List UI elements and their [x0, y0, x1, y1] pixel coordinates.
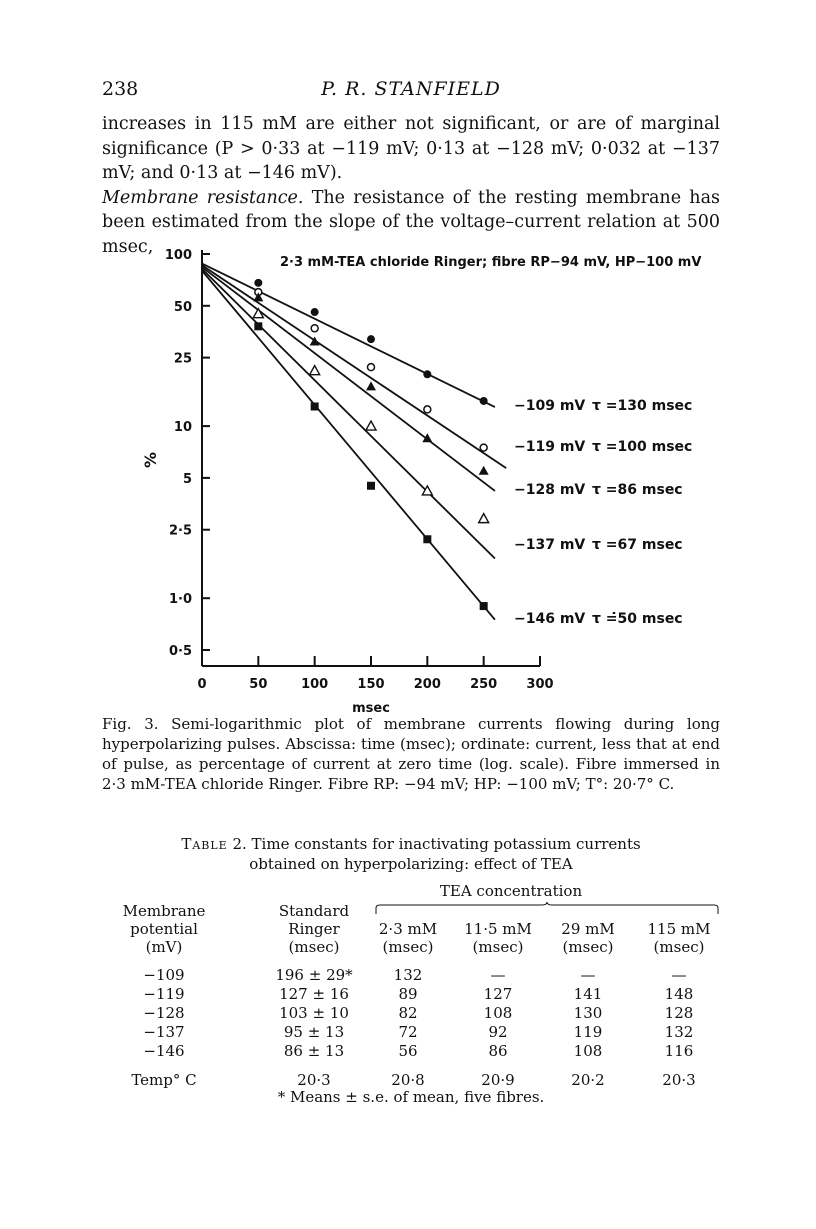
- col-standard-line2: Ringer: [288, 920, 340, 938]
- col-conc-header: 11·5 mM: [464, 920, 532, 938]
- table-cell: −137: [143, 1023, 185, 1041]
- data-point-filled-circle: [367, 335, 375, 343]
- series-tau-label: τ =100 msec: [592, 439, 693, 455]
- group-brace: [374, 902, 720, 916]
- table-cell: 92: [488, 1023, 508, 1041]
- x-tick-label: 50: [249, 677, 268, 692]
- table-cell: 119: [573, 1023, 603, 1041]
- table-cell: 141: [573, 985, 603, 1003]
- table-title: [102, 834, 720, 874]
- data-point-filled-triangle: [366, 381, 376, 390]
- temp-row-cell: 20·8: [391, 1071, 425, 1089]
- table-title-rest: 2. Time constants for inactivating potassium currents: [227, 835, 641, 853]
- col-conc-unit: (msec): [562, 938, 614, 956]
- col-conc-header: 29 mM: [561, 920, 615, 938]
- table-title-prefix: Table: [181, 835, 228, 853]
- data-point-open-triangle: [479, 514, 489, 523]
- fit-line: [202, 265, 506, 468]
- data-point-filled-triangle: [479, 466, 489, 475]
- table-cell: 108: [573, 1042, 603, 1060]
- data-point-open-circle: [368, 364, 375, 371]
- table-cell: 108: [483, 1004, 513, 1022]
- col-conc-unit: (msec): [653, 938, 705, 956]
- table-cell: 103 ± 10: [279, 1004, 349, 1022]
- fit-line: [202, 264, 495, 408]
- temp-row-cell: Temp° C: [131, 1071, 197, 1089]
- col-standard-line3: (msec): [288, 938, 340, 956]
- y-tick-label: 0·5: [168, 644, 192, 659]
- y-tick-label: 100: [164, 248, 192, 263]
- table-cell: 89: [398, 985, 418, 1003]
- table-cell: 132: [664, 1023, 694, 1041]
- table-cell: −146: [143, 1042, 185, 1060]
- col-conc-header: 115 mM: [647, 920, 711, 938]
- data-point-filled-circle: [311, 308, 319, 316]
- data-point-open-triangle: [310, 366, 320, 375]
- x-tick-label: 250: [470, 677, 498, 692]
- col-standard-line1: Standard: [278, 902, 350, 920]
- data-point-filled-triangle: [422, 433, 432, 442]
- table-cell: 86: [488, 1042, 508, 1060]
- temp-row-cell: 20·9: [481, 1071, 515, 1089]
- figure-caption: Fig. 3. Semi-logarithmic plot of membrane currents flowing during long hyperpolarizing pulses. Abscissa: time (msec); ordinate: current, less that at end of pulse, as percentage of current at zero time (log. scale). Fibre immersed in 2·3 mM-TEA chloride Ringer. Fibre RP: −94 mV; HP: −100 mV; T°: 20·7° C.: [102, 715, 720, 793]
- table-cell: —: [671, 966, 687, 984]
- paragraph-text: The resistance of the resting membrane has been estimated from the slope of the voltage–current relation at 500 msec,: [102, 187, 720, 257]
- col-conc-unit: (msec): [472, 938, 524, 956]
- table-cell: 116: [664, 1042, 694, 1060]
- data-point-filled-square: [311, 402, 319, 410]
- series-label: −119 mV: [514, 439, 586, 455]
- fit-line: [202, 269, 495, 559]
- table-cell: 82: [398, 1004, 418, 1022]
- table-footnote: * Means ± s.e. of mean, five fibres.: [277, 1088, 545, 1106]
- series-label: −109 mV: [514, 398, 586, 414]
- y-axis-label: %: [141, 451, 160, 469]
- table-cell: 128: [664, 1004, 694, 1022]
- table-cell: 127: [483, 985, 513, 1003]
- fit-line: [202, 267, 495, 491]
- group-header: TEA concentration: [439, 882, 583, 900]
- chart-root: [141, 248, 701, 712]
- temp-row-cell: 20·3: [297, 1071, 331, 1089]
- x-tick-label: 300: [526, 677, 554, 692]
- series-tau-label: τ =130 msec: [592, 398, 693, 414]
- table-cell: —: [580, 966, 596, 984]
- paragraph-heading: Membrane resistance.: [102, 187, 304, 208]
- x-tick-label: 200: [413, 677, 441, 692]
- series-label: −137 mV: [514, 537, 586, 553]
- table-cell: 86 ± 13: [283, 1042, 345, 1060]
- series-tau-label: τ =67 msec: [592, 537, 683, 553]
- chart-title: 2·3 mM-TEA chloride Ringer; fibre RP−94 mV, HP−100 mV: [280, 255, 702, 270]
- x-tick-label: 100: [301, 677, 329, 692]
- series-label: −128 mV: [514, 482, 586, 498]
- x-tick-label: 150: [357, 677, 385, 692]
- y-tick-label: 25: [173, 351, 192, 367]
- data-point-open-circle: [424, 406, 431, 413]
- data-point-filled-circle: [423, 370, 431, 378]
- fit-line: [202, 271, 495, 620]
- running-head: P. R. STANFIELD: [321, 78, 501, 100]
- data-point-filled-square: [367, 482, 375, 490]
- y-tick-label: 1·0: [168, 592, 192, 608]
- table-cell: −128: [143, 1004, 185, 1022]
- data-point-open-circle: [311, 325, 318, 332]
- x-tick-label: 0: [197, 677, 207, 692]
- data-point-filled-circle: [254, 279, 262, 287]
- table-cell: 130: [573, 1004, 603, 1022]
- table-cell: 132: [393, 966, 423, 984]
- table-cell: −119: [143, 985, 185, 1003]
- data-point-filled-square: [480, 602, 488, 610]
- col-conc-header: 2·3 mM: [378, 920, 438, 938]
- x-axis-label: msec: [352, 701, 390, 712]
- y-tick-label: 2·5: [168, 523, 192, 539]
- data-point-filled-square: [254, 322, 262, 330]
- data-point-open-circle: [480, 444, 487, 451]
- y-tick-label: 50: [173, 299, 192, 315]
- y-tick-label: 5: [182, 471, 192, 487]
- table-cell: 148: [664, 985, 694, 1003]
- table-cell: 127 ± 16: [279, 985, 349, 1003]
- page-number: 238: [102, 78, 139, 100]
- table-cell: 56: [398, 1042, 418, 1060]
- series-tau-label: τ =86 msec: [592, 482, 683, 498]
- table-title-line2: obtained on hyperpolarizing: effect of TEA: [249, 855, 573, 873]
- table-cell: −109: [143, 966, 185, 984]
- series-tau-label: τ =̇50 msec: [592, 611, 683, 627]
- temp-row-cell: 20·2: [571, 1071, 605, 1089]
- series-label: −146 mV: [514, 611, 586, 627]
- data-point-open-triangle: [366, 421, 376, 430]
- col-membrane-line1: Membrane: [122, 902, 206, 920]
- table-cell: 196 ± 29*: [275, 966, 353, 984]
- data-point-filled-square: [423, 535, 431, 543]
- temp-row-cell: 20·3: [662, 1071, 696, 1089]
- data-point-filled-circle: [480, 397, 488, 405]
- table-cell: —: [490, 966, 506, 984]
- table-cell: 72: [398, 1023, 418, 1041]
- y-tick-label: 10: [173, 420, 192, 436]
- col-membrane-line2: potential: [130, 920, 198, 938]
- table-cell: 95 ± 13: [283, 1023, 345, 1041]
- paragraph-continued: increases in 115 mM are either not significant, or are of marginal significance (P > 0·33 at −119 mV; 0·13 at −128 mV; 0·032 at −137 mV; and 0·13 at −146 mV).: [102, 114, 720, 183]
- col-membrane-line3: (mV): [145, 938, 183, 956]
- col-conc-unit: (msec): [382, 938, 434, 956]
